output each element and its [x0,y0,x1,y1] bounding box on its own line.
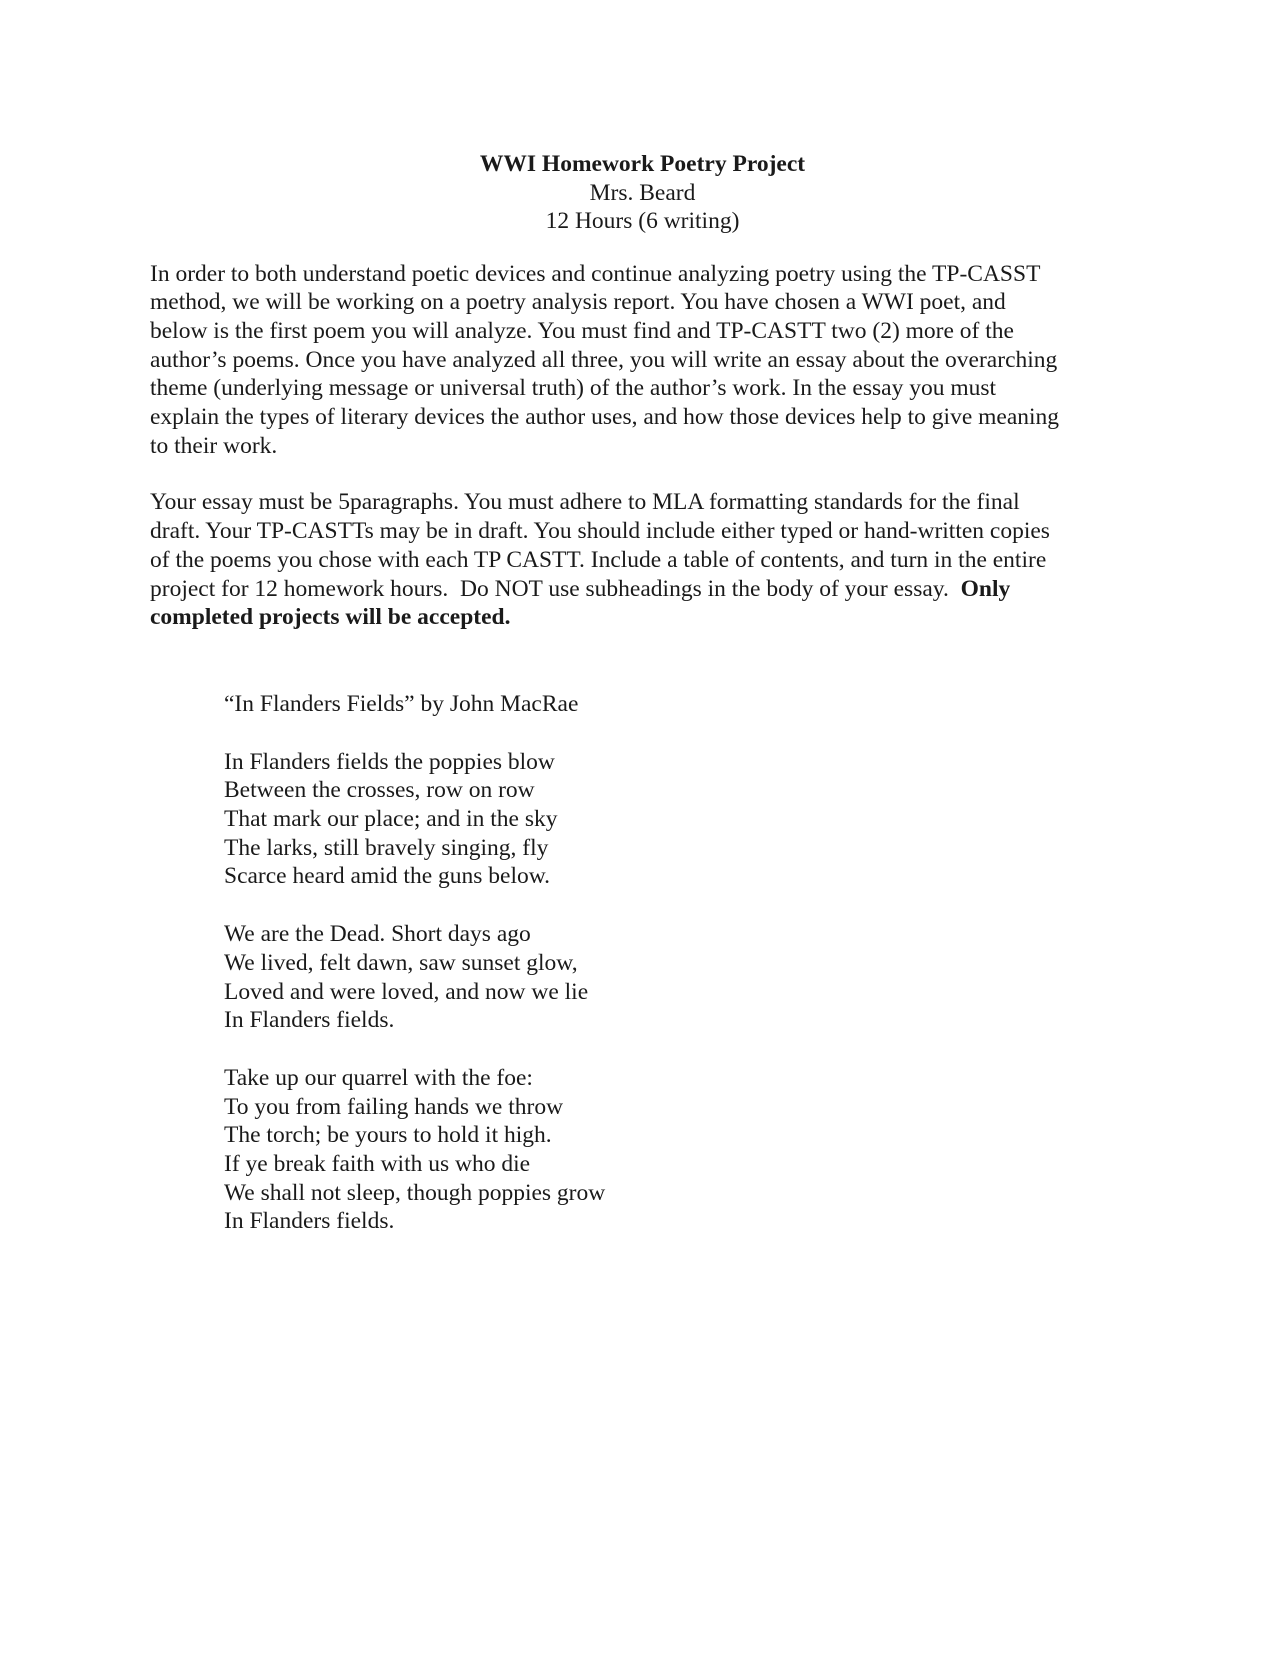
paragraph-line: Your essay must be 5paragraphs. You must adhere to MLA formatting standards for the final [150,489,1020,516]
poem-line: We lived, felt dawn, saw sunset glow, [224,949,578,976]
poem-line: If ye break faith with us who die [224,1151,531,1178]
poem-line: The larks, still bravely singing, fly [224,834,549,861]
poem-title: “In Flanders Fields” by John MacRae [224,690,579,717]
poem-line: Loved and were loved, and now we lie [224,978,589,1005]
paragraph-line: of the poems you chose with each TP CASTT. Include a table of contents, and turn in the entire [150,546,1047,573]
document-page [150,150,1135,1236]
poem-line: That mark our place; and in the sky [224,806,558,833]
paragraph-line: theme (underlying message or universal truth) of the author’s work. In the essay you must [150,375,997,402]
document-title: WWI Homework Poetry Project [479,151,806,177]
poem-line: In Flanders fields. [224,1007,395,1034]
paragraph-line [150,575,1135,604]
paragraph-line: In order to both understand poetic devices and continue analyzing poetry using the TP-CASST [150,260,1041,287]
bold-emphasis: Only [960,575,1011,602]
poem-line: In Flanders fields. [224,1208,395,1235]
poem-line: Take up our quarrel with the foe: [224,1064,533,1091]
poem-stanza-3 [224,1064,1135,1236]
poem [224,690,1135,1236]
poem-stanza-2 [224,920,1135,1035]
poem-line: Scarce heard amid the guns below. [224,863,551,890]
project-hours: 12 Hours (6 writing) [545,208,740,234]
poem-line: The torch; be yours to hold it high. [224,1122,552,1149]
document-header [150,150,1135,236]
poem-line: Between the crosses, row on row [224,777,535,804]
paragraph-line: draft. Your TP-CASTTs may be in draft. You should include either typed or hand-written copies [150,518,1050,545]
instructions-paragraph-1 [150,260,1135,461]
poem-stanza-1 [224,748,1135,892]
paragraph-line: explain the types of literary devices the author uses, and how those devices help to give meaning [150,404,1060,431]
paragraph-line: author’s poems. Once you have analyzed all three, you will write an essay about the overarching [150,346,1058,373]
poem-line: To you from failing hands we throw [224,1093,564,1120]
teacher-name: Mrs. Beard [589,179,696,206]
poem-line: We are the Dead. Short days ago [224,921,531,948]
paragraph-line: below is the first poem you will analyze. You must find and TP-CASTT two (2) more of the [150,317,1014,344]
poem-line: In Flanders fields the poppies blow [224,748,555,775]
paragraph-line: to their work. [150,432,278,459]
paragraph-line-text: project for 12 homework hours. Do NOT use subheadings in the body of your essay. [150,575,961,602]
paragraph-line: method, we will be working on a poetry analysis report. You have chosen a WWI poet, and [150,289,1006,316]
instructions-paragraph-2 [150,488,1135,632]
bold-closing-statement: completed projects will be accepted. [150,604,511,631]
poem-line: We shall not sleep, though poppies grow [224,1179,606,1206]
